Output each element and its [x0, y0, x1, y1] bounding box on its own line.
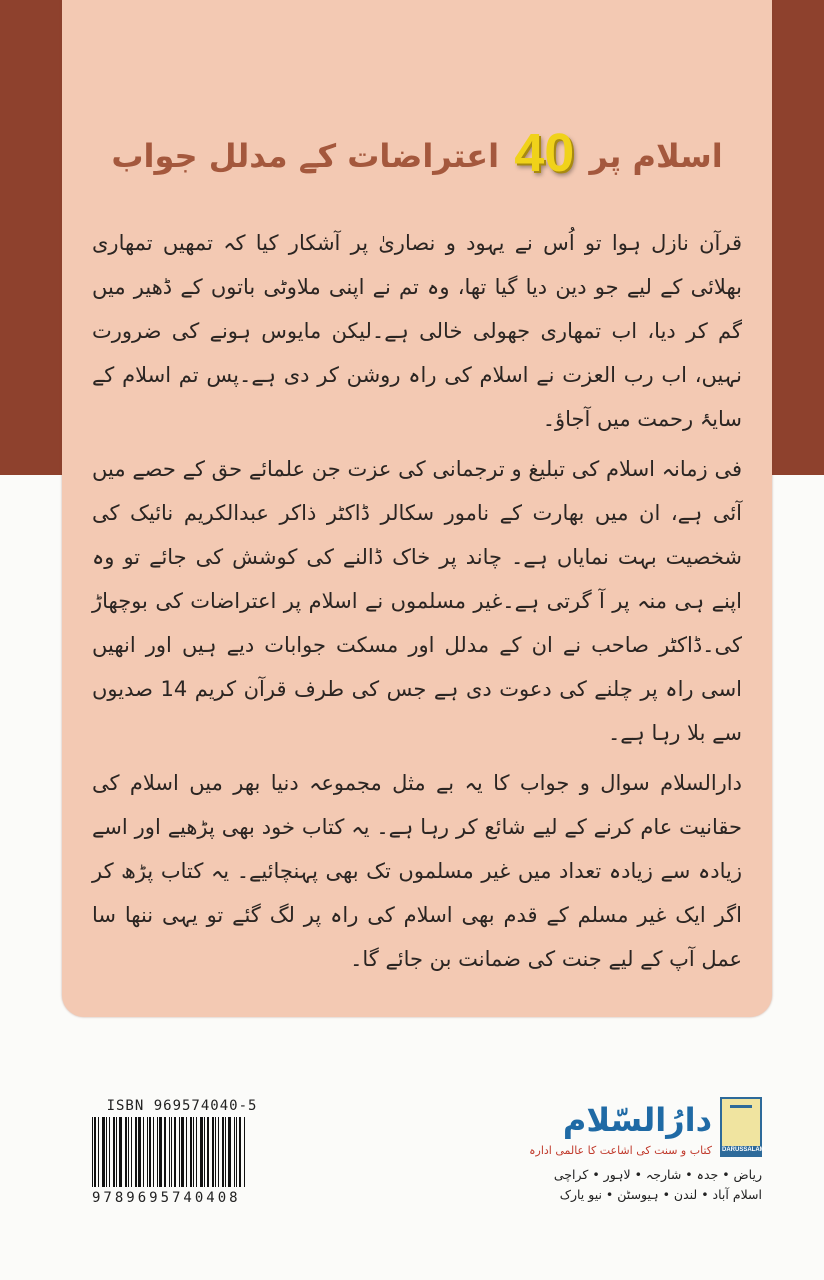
blurb: [92, 221, 742, 981]
publisher-name: دارُالسّلام: [562, 1101, 712, 1139]
barcode-bar: [244, 1117, 245, 1187]
barcode-bar: [225, 1117, 226, 1187]
paragraph: قرآن نازل ہوا تو اُس نے یہود و نصاریٰ پر آشکار کیا کہ تمھیں تمھاری بھلائی کے لیے جو دین دیا گیا تھا، وہ تم نے اپنی ملاوٹی باتوں کے ڈھیر میں گم کر دیا، اب تمھاری جھولی خالی ہے۔لیکن مایوس ہونے کی ضرورت نہیں، اب رب العزت نے اسلام کی راہ روشن کر دی ہے۔پس تم اسلام کے سایۂ رحمت میں آجاؤ۔: [92, 231, 742, 431]
logo-top: [529, 1097, 765, 1159]
barcode-bars: [92, 1117, 272, 1187]
barcode-bar: [149, 1117, 151, 1187]
barcode-digits: 9789695740408: [92, 1190, 241, 1206]
barcode-bar: [181, 1117, 184, 1187]
barcode-bar: [143, 1117, 144, 1187]
barcode-bar: [125, 1117, 127, 1187]
barcode-bar: [207, 1117, 209, 1187]
barcode-bar: [94, 1117, 96, 1187]
barcode-bar: [131, 1117, 132, 1187]
publisher-cities: [554, 1165, 762, 1205]
barcode-bar: [186, 1117, 187, 1187]
cities-line: ریاض • جدہ • شارجہ • لاہور • کراچی: [553, 1167, 762, 1182]
barcode-bar: [174, 1117, 176, 1187]
publisher-tagline: کتاب و سنت کی اشاعت کا عالمی ادارہ: [529, 1144, 712, 1157]
barcode-bar: [109, 1117, 110, 1187]
barcode-bar: [193, 1117, 194, 1187]
barcode-bar: [119, 1117, 122, 1187]
barcode-bar: [212, 1117, 214, 1187]
barcode-bar: [236, 1117, 237, 1187]
barcode-bar: [234, 1117, 235, 1187]
barcode-bar: [116, 1117, 117, 1187]
barcode-bar: [153, 1117, 154, 1187]
barcode-bar: [171, 1117, 172, 1187]
barcode-bar: [222, 1117, 224, 1187]
barcode-bar: [106, 1117, 107, 1187]
paragraph: دارالسلام سوال و جواب کا یہ بے مثل مجموعہ دنیا بھر میں اسلام کی حقانیت عام کرنے کے لیے شائع کر رہا ہے۔ یہ کتاب خود بھی پڑھیے اور اسے زیادہ سے زیادہ تعداد میں غیر مسلموں تک بھی پہنچائیے۔ یہ کتاب پڑھ کر اگر ایک غیر مسلم کے قدم بھی اسلام کی راہ پر لگ گئے تو یہی ننھا سا عمل آپ کے لیے جنت کی ضمانت بن جائے گا۔: [92, 771, 742, 971]
emblem-label: DARUSSALAM: [722, 1147, 765, 1153]
barcode-bar: [164, 1117, 166, 1187]
barcode-bar: [179, 1117, 180, 1187]
barcode-bar: [204, 1117, 205, 1187]
barcode-bar: [190, 1117, 192, 1187]
text-panel: [62, 0, 772, 1017]
isbn-barcode: [92, 1097, 272, 1207]
title-before: اسلام پر: [589, 137, 723, 175]
barcode-bar: [138, 1117, 141, 1187]
logo-text: [529, 1097, 712, 1159]
cities-line: اسلام آباد • لندن • ہیوسٹن • نیو یارک: [559, 1187, 762, 1202]
barcode-bar: [200, 1117, 203, 1187]
barcode-bar: [98, 1117, 99, 1187]
book-title: [92, 118, 742, 191]
barcode-bar: [128, 1117, 129, 1187]
barcode-bar: [102, 1117, 105, 1187]
barcode-bar: [113, 1117, 115, 1187]
isbn-number: ISBN 969574040-5: [106, 1098, 258, 1114]
barcode-bar: [196, 1117, 197, 1187]
barcode-bar: [215, 1117, 216, 1187]
barcode-bar: [239, 1117, 241, 1187]
barcode-bar: [169, 1117, 170, 1187]
barcode-bar: [159, 1117, 162, 1187]
barcode-bar: [218, 1117, 219, 1187]
bottom-section: [0, 1017, 824, 1247]
paragraph: فی زمانہ اسلام کی تبلیغ و ترجمانی کی عزت جن علمائے حق کے حصے میں آئی ہے، ان میں بھارت کے نامور سکالر ڈاکٹر ذاکر عبدالکریم نائیک کی شخصیت بہت نمایاں ہے۔ چاند پر خاک ڈالنے کی کوشش کی جائے تو وہ اپنے ہی منہ پر آ گرتی ہے۔غیر مسلموں نے اسلام پر اعتراضات کی بوچھاڑ کی۔ڈاکٹر صاحب نے ان کے مدلل اور مسکت جوابات دیے ہیں اور انھیں اسی راہ پر چلنے کی دعوت دی ہے جس کی طرف قرآن کریم 14 صدیوں سے بلا رہا ہے۔: [92, 457, 742, 745]
barcode-bar: [135, 1117, 137, 1187]
barcode-bar: [228, 1117, 231, 1187]
publisher-logo: [529, 1097, 765, 1205]
barcode-bar: [157, 1117, 158, 1187]
barcode-bar: [92, 1117, 93, 1187]
title-after: اعتراضات کے مدلل جواب: [111, 137, 500, 175]
barcode-bar: [147, 1117, 148, 1187]
title-number: 40: [514, 123, 575, 183]
darussalam-emblem-icon: [720, 1097, 765, 1157]
